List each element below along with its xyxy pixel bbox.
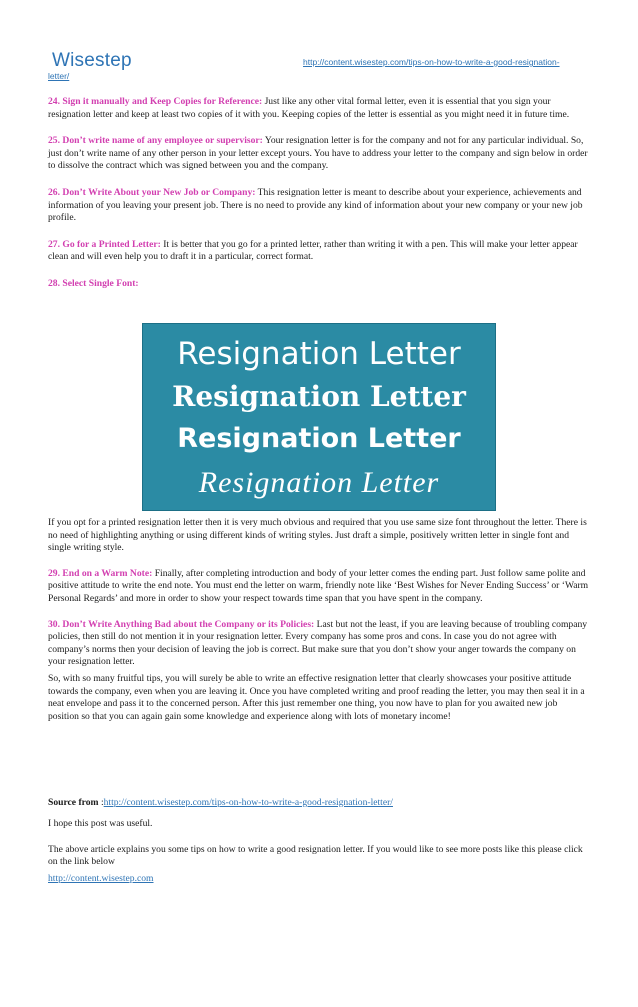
tip-27 [48, 239, 590, 264]
tip-body: Finally, after completing introduction and body of your letter comes the ending part. Just follow same polite and positive attitude to write the end note. You must end the letter on warm, friendly note like ‘Best Wishes for Never Ending Success’ or ‘Warm Personal Regards’ and more in order to show your respect towards time span that you have spent in the company. [48, 567, 589, 604]
above-text: The above article explains you some tips on how to write a good resignation letter. If you would like to see more posts like this please click on the link below [48, 843, 583, 868]
tip-heading: 28. Select Single Font: [48, 277, 139, 289]
source-line [48, 797, 590, 810]
tip-24 [48, 96, 590, 121]
tip-body: This resignation letter is meant to describe about your experience, achievements and information of you leaving your present job. There is no need to provide any kind of information about your new company or your new job profile. [48, 186, 583, 224]
font-paragraph: If you opt for a printed resignation letter then it is very much obvious and required that you use same size font throughout the letter. There is no need of highlighting anything or using different kinds of writing styles. Just draft a simple, positively written letter in single font and single writing style. [48, 517, 587, 554]
tip-26 [48, 187, 590, 225]
tip-heading: 29. End on a Warm Note: [48, 567, 153, 579]
tip-heading: 26. Don’t Write About your New Job or Company: [48, 186, 256, 198]
source-label: Source from [48, 797, 99, 808]
closing-paragraph: So, with so many fruitful tips, you will surely be able to write an effective resignation letter that clearly showcases your positive attitude towards the company, even when you are leaving it. Once you have completed writing and proof reading the letter, you may then seal it in a neat envelope and pass it to the concerned person. After this just remember one thing, you now have to plan for you awaited new job position so that you can again gain some knowledge and experience along with lots of monetary income! [48, 672, 585, 722]
header-url-link[interactable]: http://content.wisestep.com/tips-on-how-to-write-a-good-resignation- [303, 57, 560, 67]
tip-body: It is better that you go for a printed letter, rather than writing it with a pen. This will make your letter appear clean and will even help you to draft it in a particular, correct format. [48, 238, 578, 263]
footer-link[interactable]: http://content.wisestep.com [48, 872, 154, 884]
tip-30 [48, 619, 590, 669]
tip-29 [48, 568, 590, 606]
tip-body: Just like any other vital formal letter, even it is essential that you sign your resignation letter and keep at least two copies of it with you. Keeping copies of the letter is essential as you might need it in future time. [48, 96, 570, 120]
source-link[interactable]: http://content.wisestep.com/tips-on-how-to-write-a-good-resignation-letter/ [103, 797, 393, 808]
tip-heading: 25. Don’t write name of any employee or supervisor: [48, 135, 263, 147]
resignation-letter-font-banner [142, 323, 496, 511]
banner-line-1: Resignation Letter [177, 336, 461, 372]
footer-section [48, 818, 590, 885]
after-banner-text [48, 517, 590, 723]
tip-heading: 27. Go for a Printed Letter: [48, 238, 161, 250]
hope-text: I hope this post was useful. [48, 818, 153, 829]
source-separator: : [98, 797, 104, 808]
brand-name: Wisestep [52, 50, 132, 71]
banner-line-4: Resignation Letter [198, 466, 440, 499]
tip-25 [48, 135, 590, 173]
tip-body: Last but not the least, if you are leaving because of troubling company policies, then still do not mention it in your resignation letter. Every company has some pros and cons. In case you do not agree with company’s norms then your decision of leaving the job is correct. But make sure that you don’t show your anger towards the company on your resignation letter. [48, 618, 588, 668]
tip-body: Your resignation letter is for the company and not for any particular individual. So, just don’t write name of any other person in your letter except yours. You have to address your letter to the company and sign below in order to dissolve the contract which was signed between you and the company. [48, 135, 588, 172]
header-url-link-cont[interactable]: letter/ [48, 71, 70, 81]
tip-28 [48, 278, 590, 291]
tip-heading: 24. Sign it manually and Keep Copies for Reference: [48, 96, 263, 107]
tips-list [48, 96, 590, 305]
tip-heading: 30. Don’t Write Anything Bad about the Company or its Policies: [48, 618, 315, 630]
banner-line-3: Resignation Letter [177, 423, 461, 454]
banner-line-2: Resignation Letter [172, 380, 466, 413]
